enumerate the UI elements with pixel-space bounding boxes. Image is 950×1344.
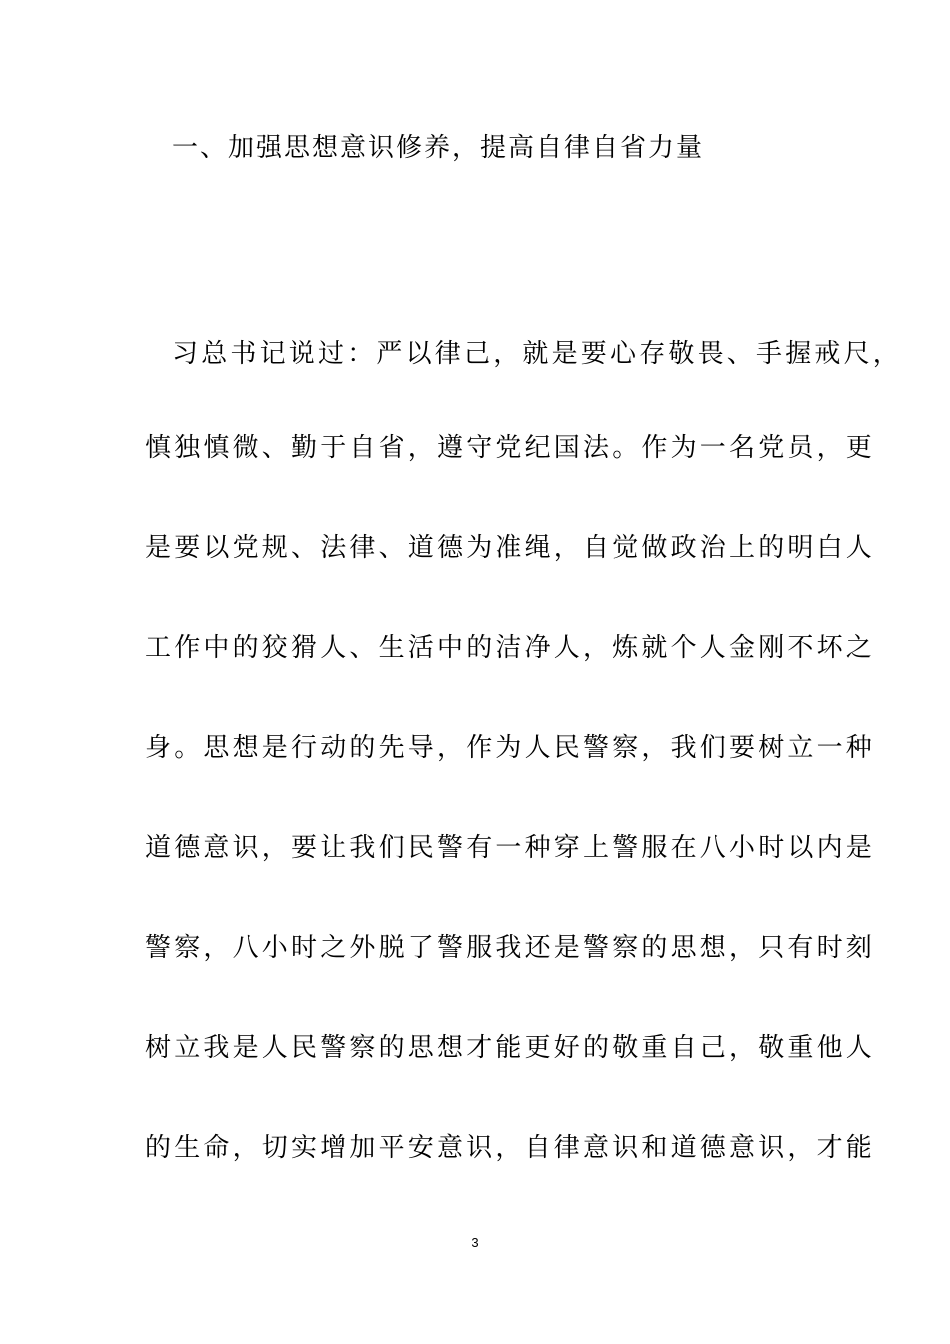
paragraph-line-3: 是要以党规、法律、道德为准绳，自觉做政治上的明白人 [145, 533, 876, 563]
page-number: 3 [471, 1235, 479, 1250]
section-heading: 一、加强思想意识修养，提高自律自省力量 [172, 133, 705, 163]
paragraph-line-1: 习总书记说过：严以律己，就是要心存敬畏、手握戒尺， [172, 339, 903, 369]
paragraph-line-2: 慎独慎微、勤于自省，遵守党纪国法。作为一名党员，更 [145, 433, 876, 463]
paragraph-line-5: 身。思想是行动的先导，作为人民警察，我们要树立一种 [145, 733, 876, 763]
paragraph-line-4: 工作中的狡猾人、生活中的洁净人，炼就个人金刚不坏之 [145, 633, 876, 663]
paragraph-line-9: 的生命，切实增加平安意识，自律意识和道德意识，才能 [145, 1133, 876, 1163]
paragraph-line-8: 树立我是人民警察的思想才能更好的敬重自己，敬重他人 [145, 1033, 876, 1063]
paragraph-line-6: 道德意识，要让我们民警有一种穿上警服在八小时以内是 [145, 833, 876, 863]
paragraph-line-7: 警察，八小时之外脱了警服我还是警察的思想，只有时刻 [145, 933, 876, 963]
